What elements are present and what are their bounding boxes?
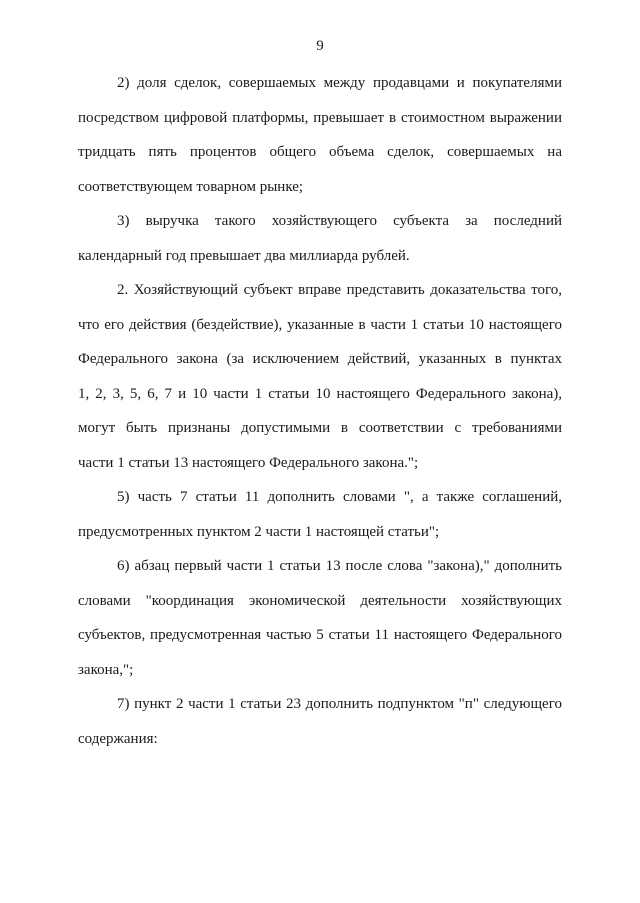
text-line: 2) доля сделок, совершаемых между продавцами и покупателями — [117, 75, 562, 91]
text-line: содержания: — [78, 730, 158, 747]
text-line: 6) абзац первый части 1 статьи 13 после слова "закона)," дополнить — [117, 558, 562, 574]
paragraph-item-2 — [78, 66, 562, 204]
text-line: Федерального закона (за исключением действий, указанных в пунктах — [78, 351, 562, 367]
text-line: 5) часть 7 статьи 11 дополнить словами ", а также соглашений, — [117, 489, 562, 505]
paragraph-item-5 — [78, 480, 562, 549]
paragraph-item-6 — [78, 549, 562, 687]
text-line: словами "координация экономической деятельности хозяйствующих — [78, 592, 562, 609]
text-line: тридцать пять процентов общего объема сделок, совершаемых на — [78, 144, 562, 160]
paragraph-section-2 — [78, 273, 562, 480]
text-line: что его действия (бездействие), указанные в части 1 статьи 10 настоящего — [78, 316, 562, 333]
text-line: закона,"; — [78, 661, 134, 678]
text-line: календарный год превышает два миллиарда рублей. — [78, 247, 410, 264]
text-line: 7) пункт 2 части 1 статьи 23 дополнить подпунктом "п" следующего — [117, 696, 562, 712]
text-line: части 1 статьи 13 настоящего Федерального закона."; — [78, 454, 419, 471]
text-line: 1, 2, 3, 5, 6, 7 и 10 части 1 статьи 10 настоящего Федерального закона), — [78, 385, 562, 402]
page-number: 9 — [316, 38, 324, 54]
text-line: субъектов, предусмотренная частью 5 статьи 11 настоящего Федерального — [78, 627, 562, 643]
text-line: 3) выручка такого хозяйствующего субъекта за последний — [117, 213, 562, 229]
text-line: соответствующем товарном рынке; — [78, 178, 304, 195]
paragraph-item-3 — [78, 204, 562, 273]
text-line: предусмотренных пунктом 2 части 1 настоящей статьи"; — [78, 523, 440, 540]
text-line: 2. Хозяйствующий субъект вправе представить доказательства того, — [117, 282, 562, 298]
paragraph-item-7 — [78, 687, 562, 756]
text-line: посредством цифровой платформы, превышает в стоимостном выражении — [78, 109, 562, 126]
text-line: могут быть признаны допустимыми в соответствии с требованиями — [78, 420, 562, 436]
